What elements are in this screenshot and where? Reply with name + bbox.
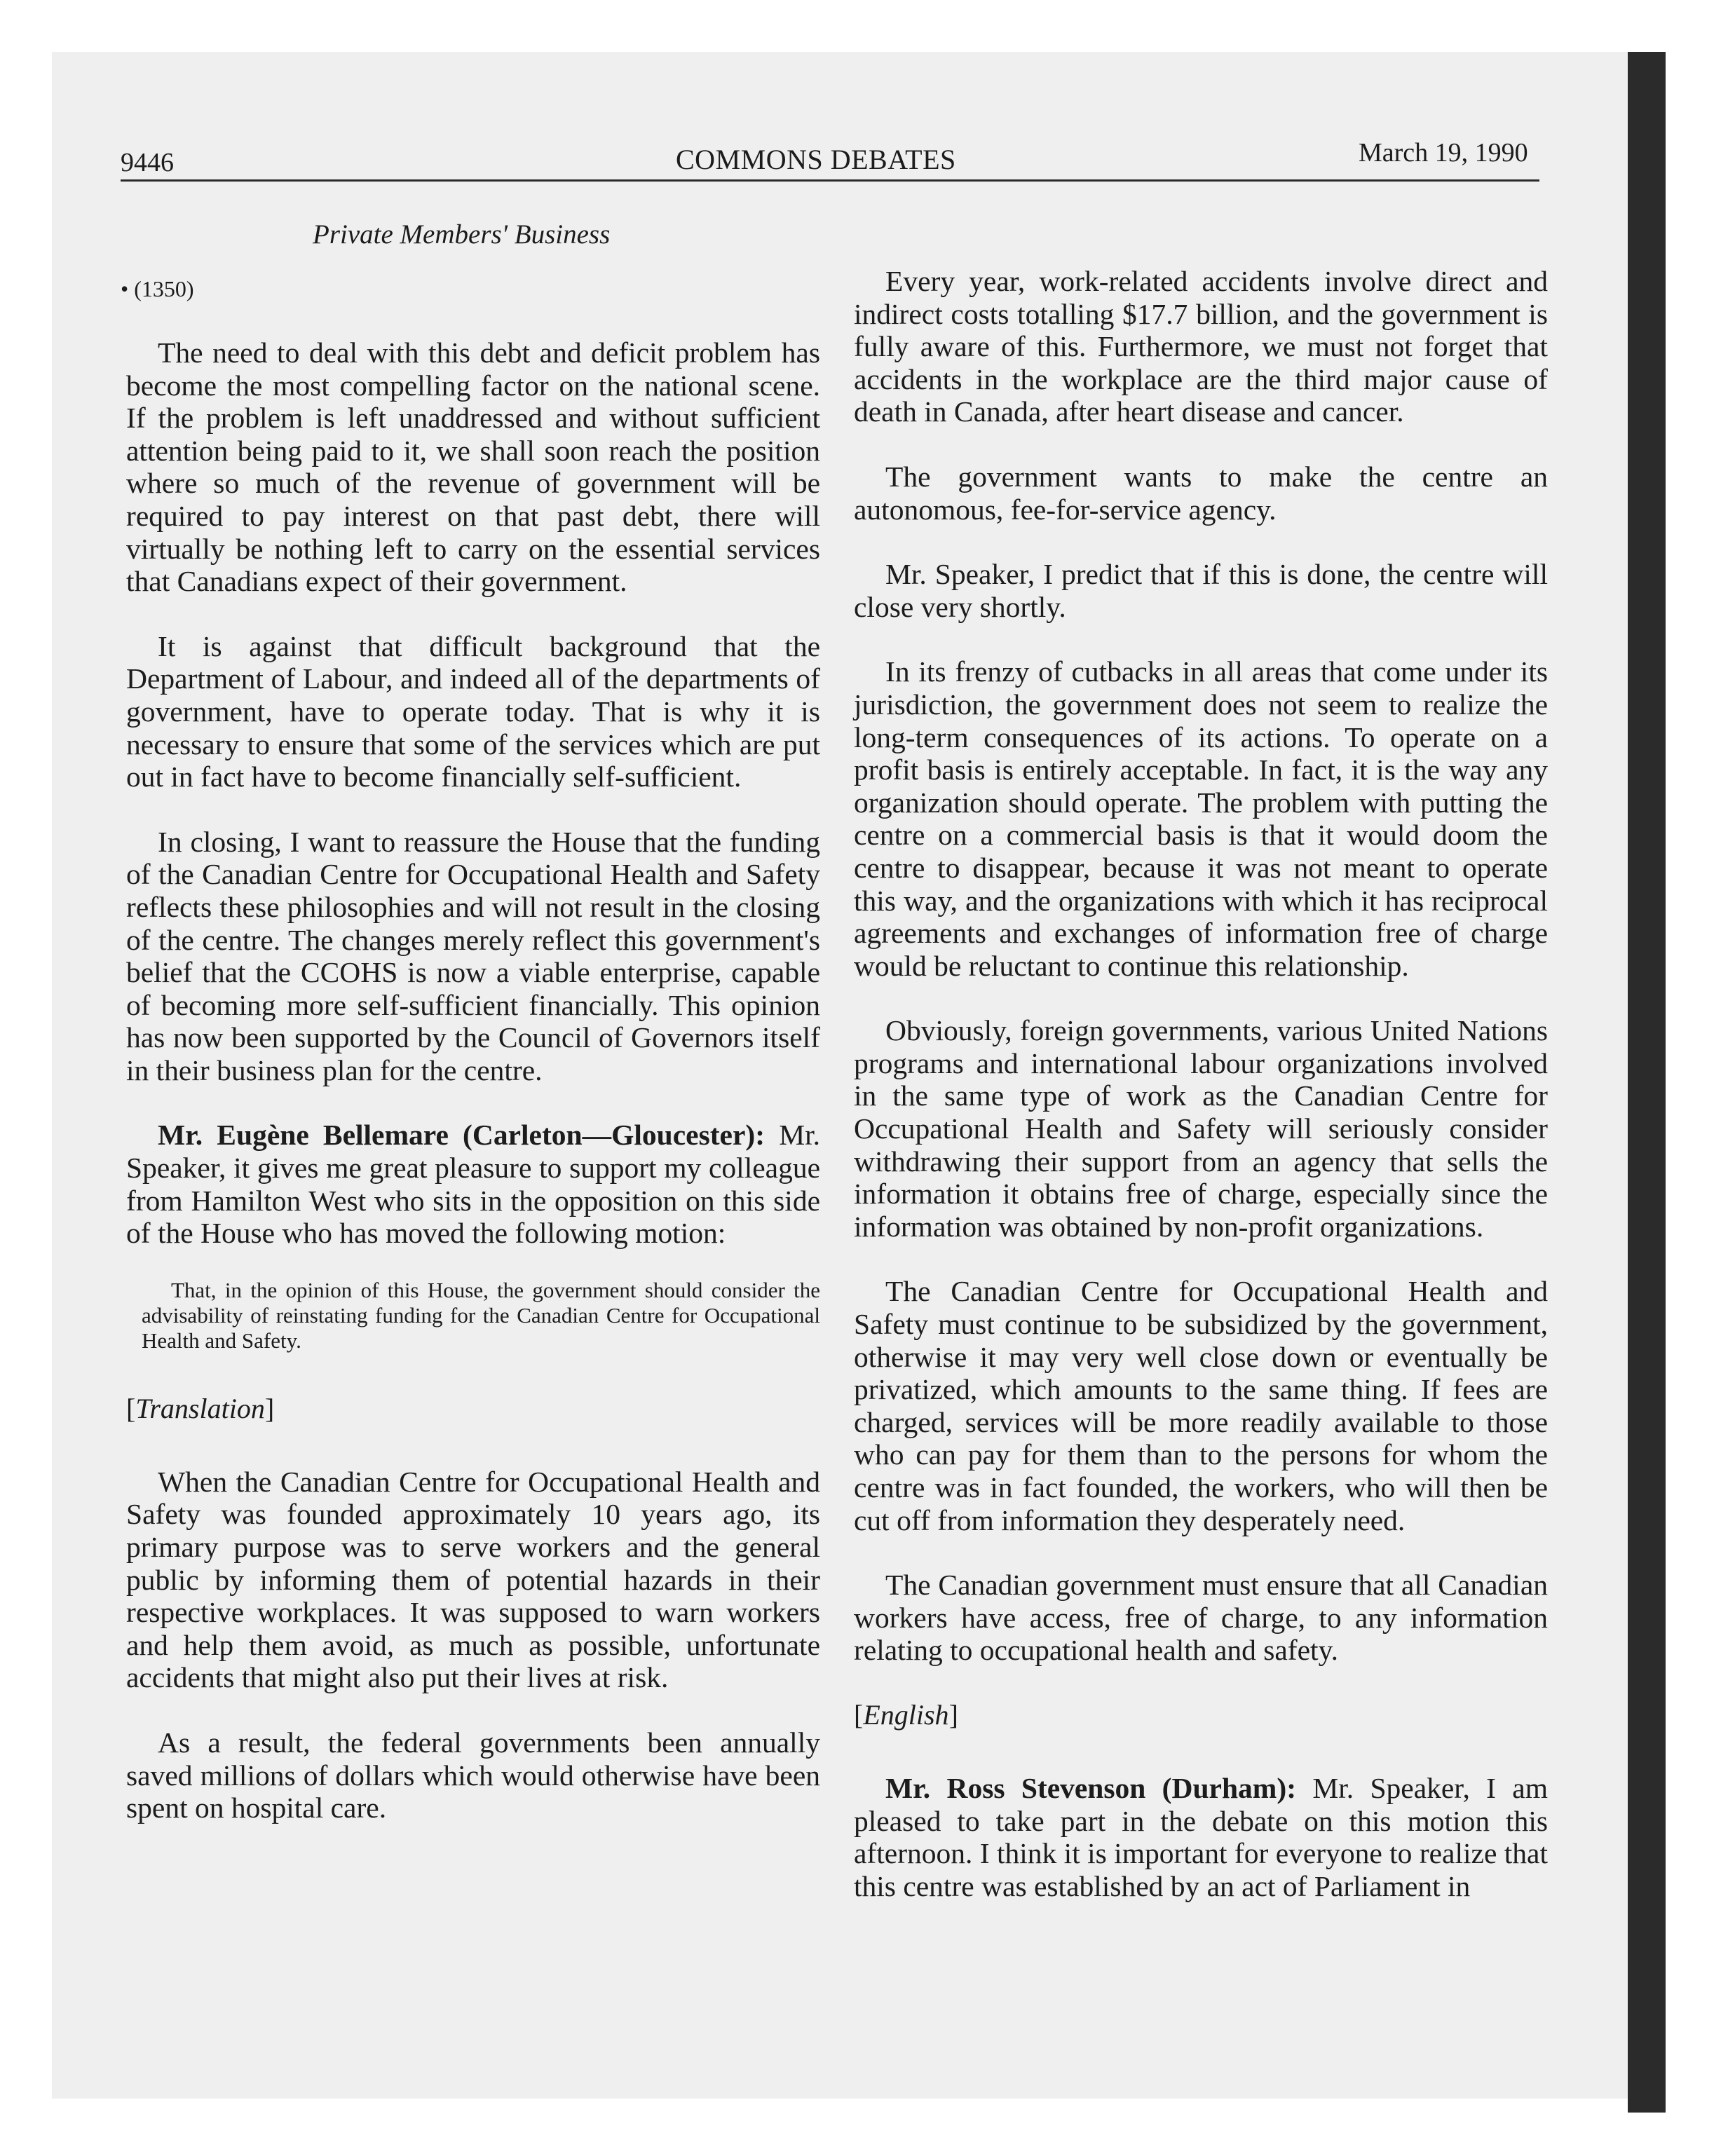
header-rule — [121, 179, 1539, 182]
left-column — [126, 336, 820, 1857]
paragraph: Mr. Speaker, I predict that if this is done, the centre will close very shortly. — [854, 558, 1548, 623]
page-date: March 19, 1990 — [1359, 138, 1528, 168]
paragraph: The Canadian government must ensure that all Canadian workers have access, free of charge, to any information relating to occupational health and safety. — [854, 1569, 1548, 1667]
translation-marker: [Translation] — [126, 1392, 275, 1424]
paragraph: The need to deal with this debt and deficit problem has become the most compelling factor on the national scene. If the problem is left unaddressed and without sufficient attention being paid to it, we shall soon reach the position where so much of the revenue of government will be required to pay interest on that past debt, there will virtually be nothing left to carry on the essential services that Canadians expect of their government. — [126, 336, 820, 598]
speaker-name: Mr. Ross Stevenson (Durham): — [885, 1771, 1297, 1804]
right-column — [854, 265, 1548, 1935]
speech-paragraph — [126, 1119, 820, 1249]
motion-quote: That, in the opinion of this House, the government should consider the advisability of reinstating funding for the Canadian Centre for Occupational Health and Safety. — [142, 1277, 820, 1353]
english-marker: [English] — [854, 1698, 958, 1731]
paragraph: Every year, work-related accidents involve direct and indirect costs totalling $17.7 billion, and the government is fully aware of this. Furthermore, we must not forget that accidents in the workplace are the third major cause of death in Canada, after heart disease and cancer. — [854, 265, 1548, 428]
journal-title: COMMONS DEBATES — [676, 144, 956, 175]
paragraph: The Canadian Centre for Occupational Health and Safety must continue to be subsidized by the government, otherwise it may very well close down or eventually be privatized, which amounts to the same thing. If fees are charged, services will be more readily available to those who can pay for them than to the persons for whom the centre was in fact founded, the workers, who will then be cut off from information they desperately need. — [854, 1275, 1548, 1536]
page-number: 9446 — [121, 148, 174, 177]
paragraph: The government wants to make the centre an autonomous, fee-for-service agency. — [854, 460, 1548, 526]
speech-text: Mr. Speaker, it gives me great pleasure to support my colleague from Hamilton West who sits in the opposition on this side of the House who has moved the following motion: — [126, 1119, 820, 1250]
time-stamp: • (1350) — [121, 276, 194, 301]
paragraph: In closing, I want to reassure the House that the funding of the Canadian Centre for Occupational Health and Safety reflects these philosophies and will not result in the closing of the centre. The changes merely reflect this government's belief that the CCOHS is now a viable enterprise, capable of becoming more self-sufficient financially. This opinion has now been supported by the Council of Governors itself in their business plan for the centre. — [126, 825, 820, 1086]
paragraph: When the Canadian Centre for Occupational Health and Safety was founded approximately 10 years ago, its primary purpose was to serve workers and the general public by informing them of potential hazards in their respective workplaces. It was supposed to warn workers and help them avoid, as much as possible, unfortunate accidents that might also put their lives at risk. — [126, 1465, 820, 1694]
speaker-name: Mr. Eugène Bellemare (Carleton—Gloucester): — [158, 1119, 766, 1152]
paragraph: As a result, the federal governments been annually saved millions of dollars which would otherwise have been spent on hospital care. — [126, 1726, 820, 1824]
speech-paragraph — [854, 1772, 1548, 1902]
speech-text: Mr. Speaker, I am pleased to take part in the debate on this motion this afternoon. I think it is important for everyone to realize that this centre was established by an act of Parliament in — [854, 1771, 1548, 1902]
paragraph: It is against that difficult background that the Department of Labour, and indeed all of the departments of government, have to operate today. That is why it is necessary to ensure that some of the services which are put out in fact have to become financially self-sufficient. — [126, 629, 820, 793]
paragraph: Obviously, foreign governments, various United Nations programs and international labour organizations involved in the same type of work as the Canadian Centre for Occupational Health and Safety will seriously consider withdrawing their support from an agency that sells the information it obtains free of charge, especially since the information was obtained by non-profit organizations. — [854, 1014, 1548, 1243]
paragraph: In its frenzy of cutbacks in all areas that come under its jurisdiction, the government does not seem to realize the long-term consequences of its actions. To operate on a profit basis is entirely acceptable. In fact, it is the way any organization should operate. The problem with putting the centre on a commercial basis is that it would doom the centre to disappear, because it was not meant to operate this way, and the organizations with which it has reciprocal agreements and exchanges of information free of charge would be reluctant to continue this relationship. — [854, 655, 1548, 982]
section-heading: Private Members' Business — [313, 219, 611, 250]
scan-edge-shadow — [1628, 52, 1666, 2113]
